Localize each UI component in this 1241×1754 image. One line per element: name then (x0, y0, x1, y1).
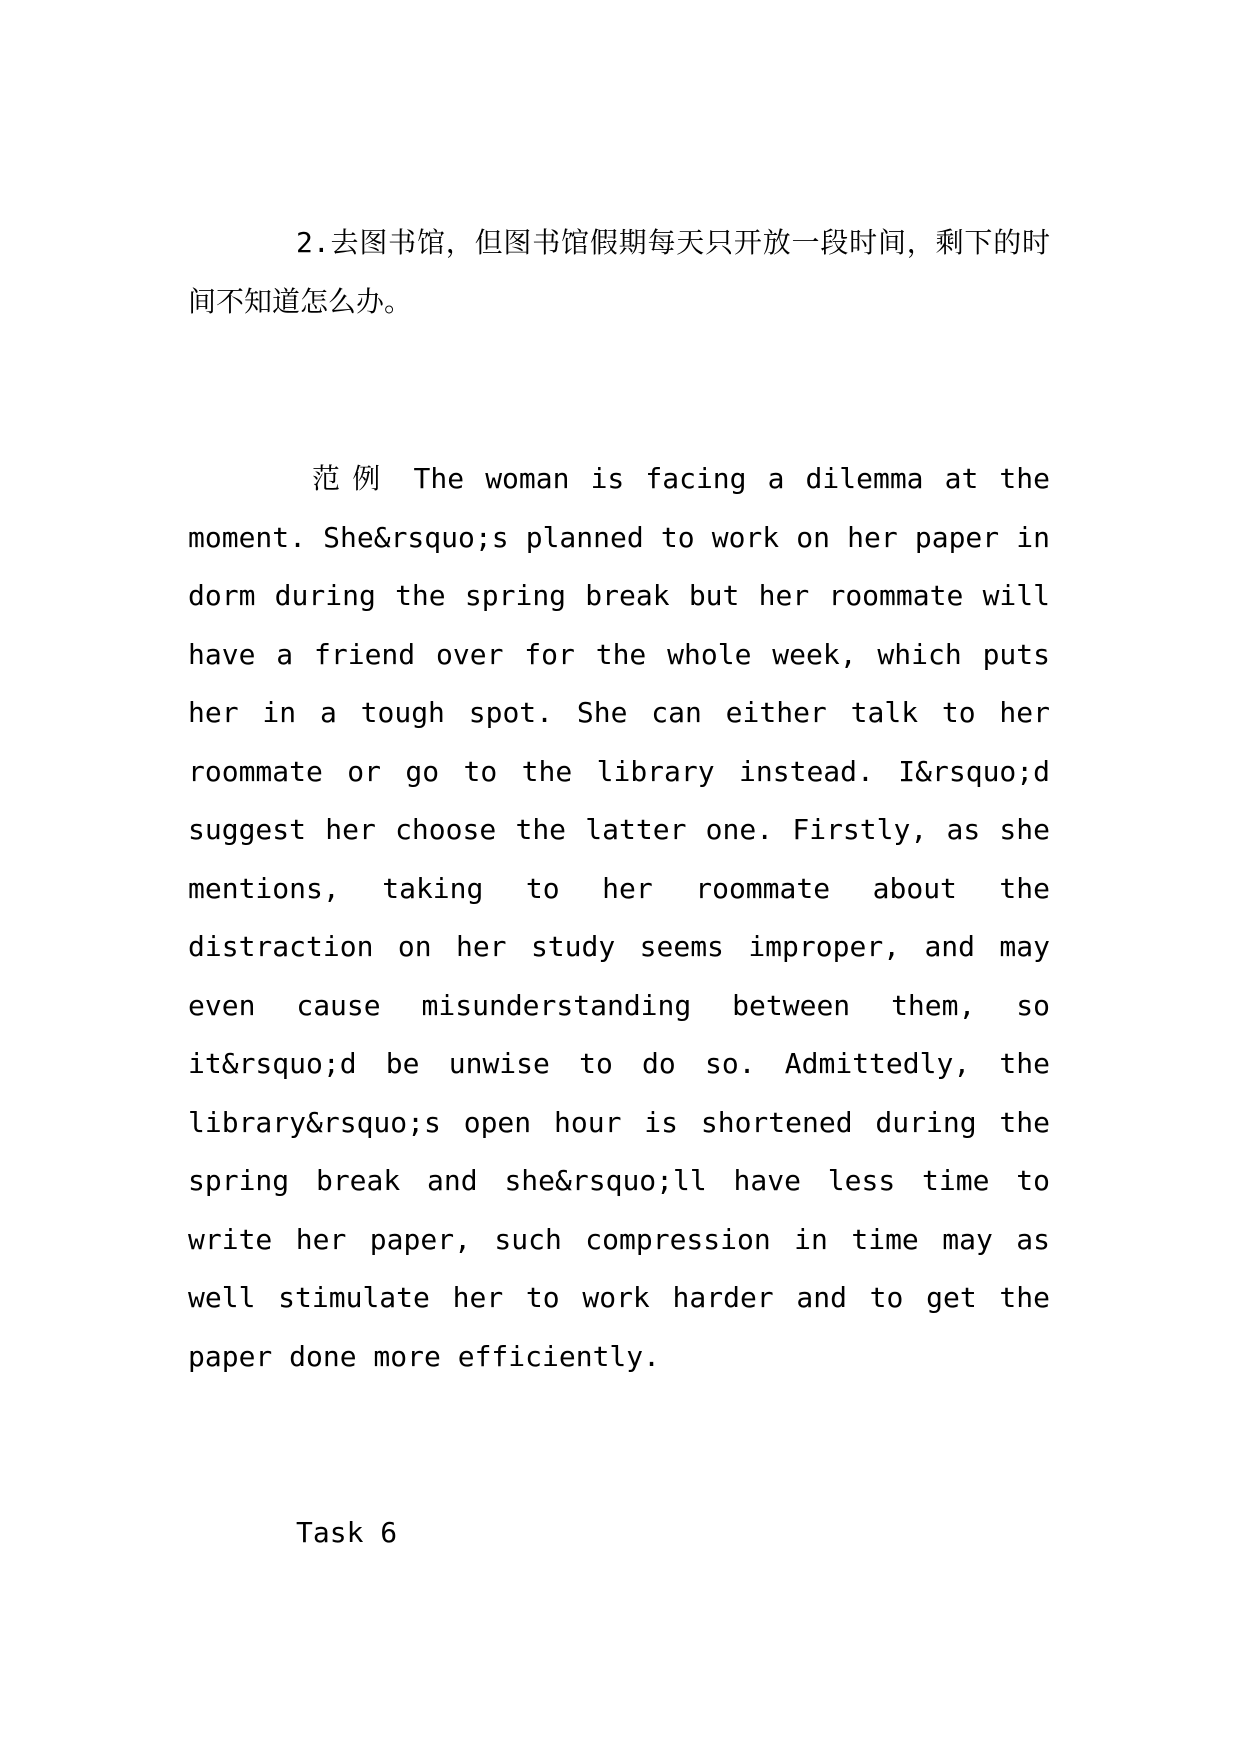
example-label: 范例 (312, 462, 393, 495)
example-text: The woman is facing a dilemma at the moment. She&rsquo;s planned to work on her paper in dorm during the spring break but her roommate will have a friend over for the whole week, which puts her in a tough spot. She can either talk to her roommate or go to the library instead. I&rsquo;d suggest her choose the latter one. Firstly, as she mentions, taking to her roommate about the distraction on her study seems improper, and may even cause misunderstanding between them, so it&rsquo;d be unwise to do so. Admittedly, the library&rsquo;s open hour is shortened during the spring break and she&rsquo;ll have less time to write her paper, such compression in time may as well stimulate her to work harder and to get the paper done more efficiently. (188, 462, 1050, 1373)
task-6-heading: Task 6 (296, 1516, 398, 1549)
example-paragraph (188, 450, 1050, 1386)
item-2-paragraph: 2.去图书馆，但图书馆假期每天只开放一段时间，剩下的时间不知道怎么办。 (188, 226, 1050, 318)
